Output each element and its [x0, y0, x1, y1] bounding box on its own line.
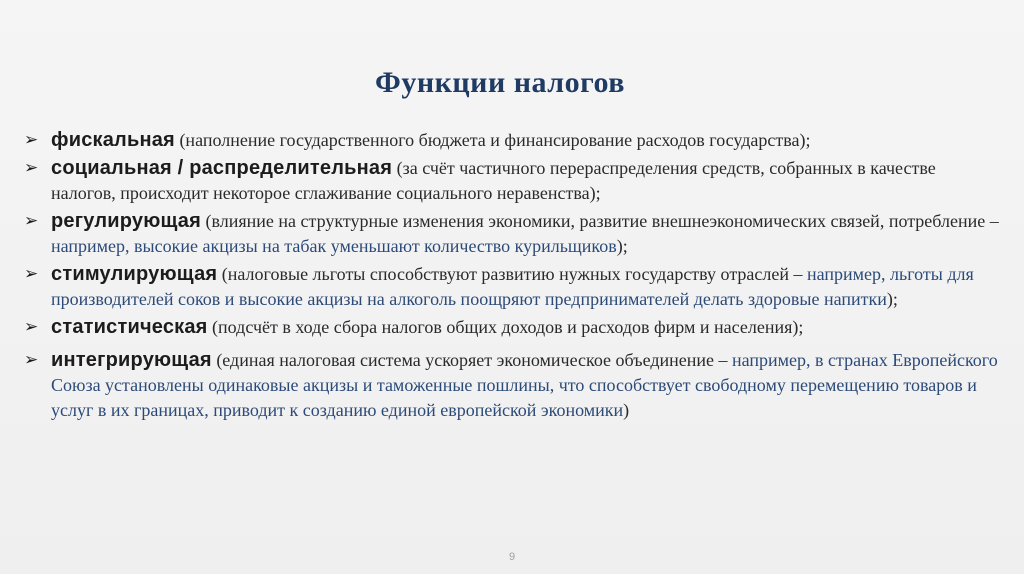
arrow-bullet-icon: ➢	[24, 317, 39, 337]
function-example: например, в странах Европейского Союза установлены одинаковые акцизы и таможенные пошлины, что способствует свободному перемещению товаров и услуг в их границах, приводит к созданию единой европейской экономики	[51, 350, 998, 420]
list-item-fiscal	[24, 128, 1004, 153]
function-term: регулирующая	[51, 210, 201, 232]
tax-functions-list	[24, 128, 1004, 426]
arrow-bullet-icon: ➢	[24, 130, 39, 150]
function-tail: );	[886, 289, 898, 309]
function-description: (за счёт частичного перераспределения средств, собранных в качестве налогов, происходит некоторое сглаживание социального неравенства);	[51, 158, 936, 203]
function-tail: );	[616, 236, 628, 256]
function-example: например, высокие акцизы на табак уменьшают количество курильщиков	[51, 236, 617, 256]
function-term: социальная / распределительная	[51, 157, 393, 179]
function-description: (подсчёт в ходе сбора налогов общих доходов и расходов фирм и населения);	[207, 317, 804, 337]
function-term: статистическая	[51, 316, 208, 338]
list-item-integrating	[24, 348, 1004, 423]
list-item-social	[24, 156, 1004, 206]
arrow-bullet-icon: ➢	[24, 158, 39, 178]
function-term: стимулирующая	[51, 263, 218, 285]
function-tail: )	[623, 400, 630, 420]
function-description: (единая налоговая система ускоряет экономическое объединение –	[211, 350, 732, 370]
function-example: например, льготы для производителей соков и высокие акцизы на алкоголь поощряют предпринимателей делать здоровые напитки	[51, 264, 974, 309]
arrow-bullet-icon: ➢	[24, 264, 39, 284]
list-item-statistical	[24, 315, 1004, 340]
list-item-stimulating	[24, 262, 1004, 312]
function-term: интегрирующая	[51, 349, 212, 371]
list-item-regulating	[24, 209, 1004, 259]
arrow-bullet-icon: ➢	[24, 350, 39, 370]
arrow-bullet-icon: ➢	[24, 211, 39, 231]
function-term: фискальная	[51, 129, 175, 151]
function-description: (налоговые льготы способствуют развитию нужных государству отраслей –	[217, 264, 807, 284]
page-number: 9	[508, 551, 516, 563]
function-description: (наполнение государственного бюджета и финансирование расходов государства);	[174, 130, 811, 150]
slide-title: Функции налогов	[375, 66, 625, 99]
function-description: (влияние на структурные изменения экономики, развитие внешнеэкономических связей, потребление –	[201, 211, 999, 231]
